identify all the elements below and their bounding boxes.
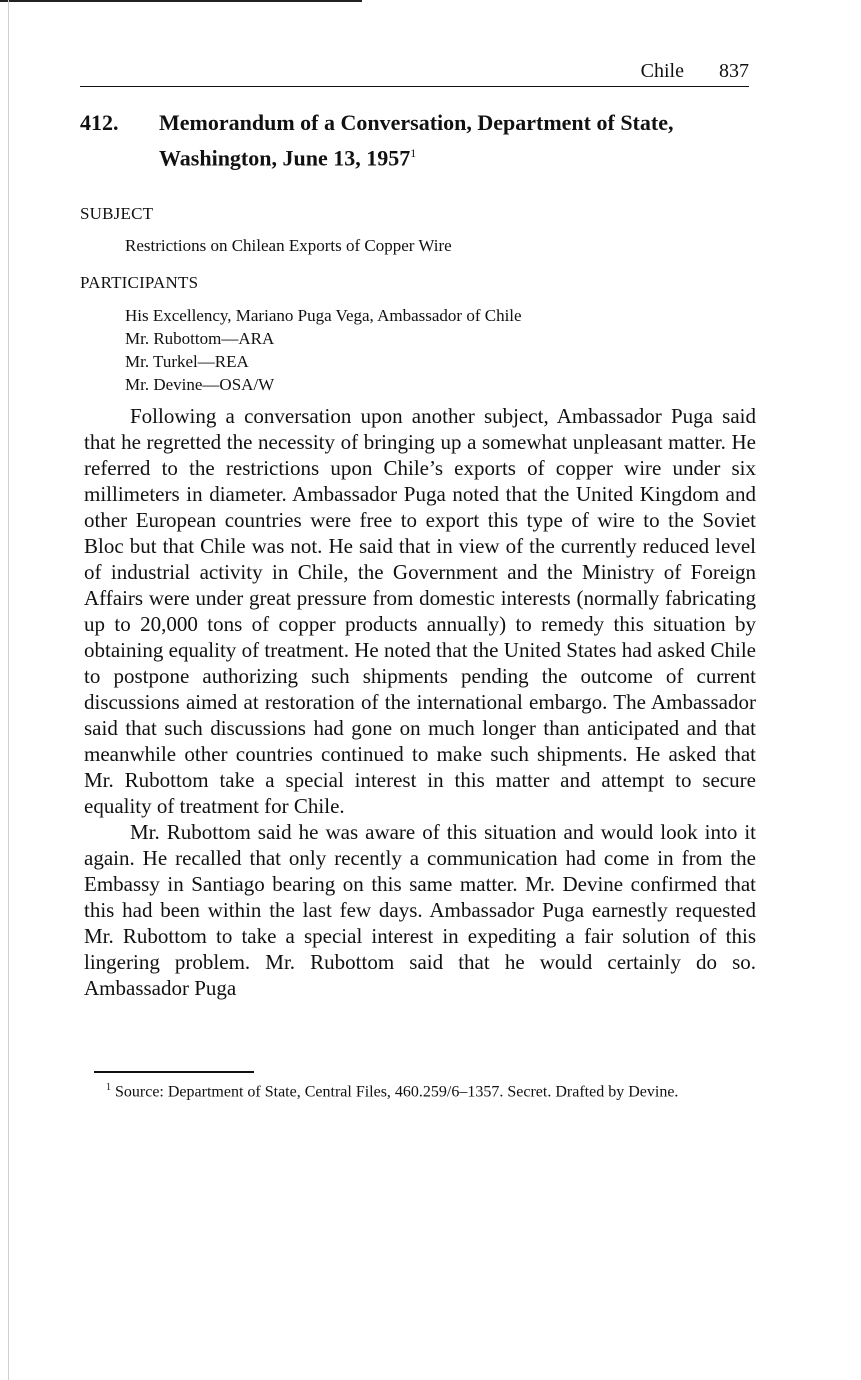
participants-label: PARTICIPANTS (80, 273, 199, 292)
footnote-divider (94, 1071, 254, 1073)
footnote (92, 1077, 758, 1102)
document-title (159, 108, 759, 173)
document-number: 412. (80, 110, 119, 135)
footnote-text: Source: Department of State, Central Files, 460.259/6–1357. Secret. Drafted by Devine. (115, 1083, 679, 1101)
running-head-section: Chile (640, 60, 684, 82)
participant-item: Mr. Devine—OSA/W (125, 375, 275, 394)
body-paragraph: Following a conversation upon another subject, Ambassador Puga said that he regretted the necessity of bringing up a somewhat unpleasant matter. He referred to the restrictions upon Chile’s exports of copper wire under six millimeters in diameter. Ambassador Puga noted that the United Kingdom and other European countries were free to export this type of wire to the Soviet Bloc but that Chile was not. He said that in view of the currently reduced level of industrial activity in Chile, the Government and the Ministry of Foreign Affairs were under great pressure from domestic interests (normally fabricating up to 20,000 tons of copper products annually) to remedy this situation by obtaining equality of treatment. He noted that the United States had asked Chile to postpone authorizing such shipments pending the outcome of current discussions aimed at restoration of the international embargo. The Ambassador said that such discussions had gone on much longer than anticipated and that meanwhile other countries continued to make such shipments. He asked that Mr. Rubottom take a special interest in this matter and attempt to secure equality of treatment for Chile. (84, 404, 756, 818)
scan-edge-left (8, 0, 9, 1380)
footnote-marker: 1 (106, 1082, 111, 1093)
subject-text: Restrictions on Chilean Exports of Copper Wire (125, 236, 452, 255)
body-text (84, 403, 756, 1001)
footnote-reference: 1 (410, 146, 417, 160)
body-paragraph: Mr. Rubottom said he was aware of this situation and would look into it again. He recalled that only recently a communication had come in from the Embassy in Santiago bearing on this same matter. Mr. Devine confirmed that this had been within the last few days. Ambassador Puga earnestly requested Mr. Rubottom to take a special interest in expediting a fair solution of this lingering problem. Mr. Rubottom said that he would certainly do so. Ambassador Puga (84, 820, 756, 1000)
subject-label: SUBJECT (80, 204, 154, 223)
scan-edge-top (0, 0, 362, 2)
page-number: 837 (719, 60, 749, 82)
participant-item: Mr. Turkel—REA (125, 352, 249, 371)
participant-item: His Excellency, Mariano Puga Vega, Ambassador of Chile (125, 306, 522, 325)
participant-item: Mr. Rubottom—ARA (125, 329, 275, 348)
participants-list (125, 304, 522, 396)
document-title-text: Memorandum of a Conversation, Department of State, Washington, June 13, 1957 (159, 110, 674, 171)
running-head (80, 60, 749, 87)
